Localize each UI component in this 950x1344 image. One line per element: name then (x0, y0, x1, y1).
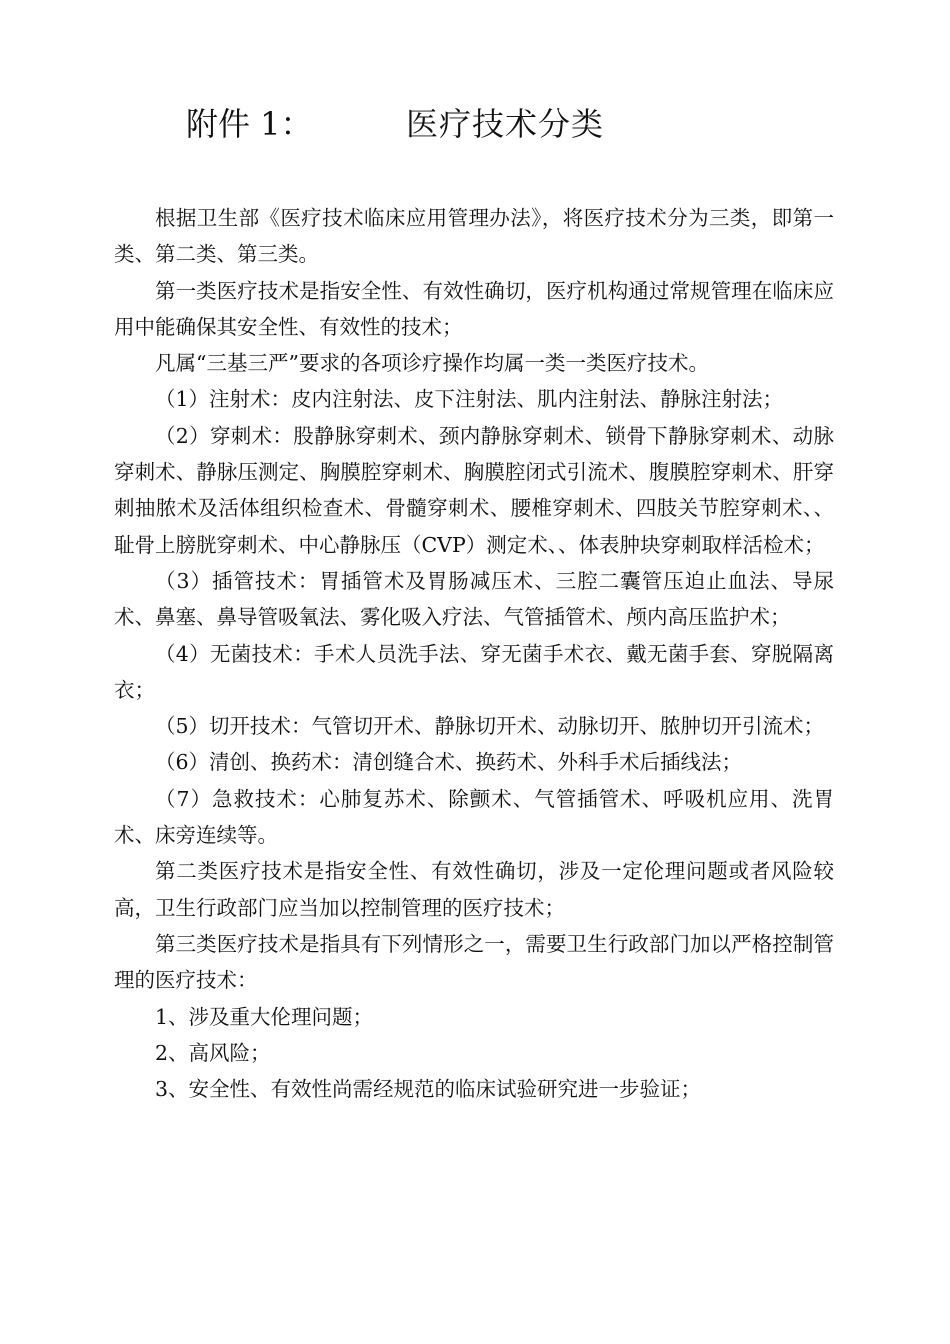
paragraph-class-three-definition: 第三类医疗技术是指具有下列情形之一，需要卫生行政部门加以严格控制管理的医疗技术： (114, 931, 834, 993)
list-item-incision: （5）切开技术：气管切开术、静脉切开术、动脉切开、脓肿切开引流术； (155, 714, 825, 739)
document-body (114, 200, 834, 1107)
list-item-intubation: （3）插管技术：胃插管术及胃肠减压术、三腔二囊管压迫止血法、导尿术、鼻塞、鼻导管吸氧法、雾化吸入疗法、气管插管术、颅内高压监护术； (114, 568, 834, 630)
paragraph-class-one-definition: 第一类医疗技术是指安全性、有效性确切，医疗机构通过常规管理在临床应用中能确保其安全性、有效性的技术； (114, 278, 834, 339)
paragraph-intro: 根据卫生部《医疗技术临床应用管理办法》，将医疗技术分为三类，即第一类、第二类、第三类。 (114, 206, 834, 267)
paragraph-class-one-scope: 凡属“三基三严”要求的各项诊疗操作均属一类一类医疗技术。 (155, 351, 709, 376)
list-item-verification: 3、安全性、有效性尚需经规范的临床试验研究进一步验证； (155, 1077, 702, 1102)
list-item-puncture: （2）穿刺术：股静脉穿刺术、颈内静脉穿刺术、锁骨下静脉穿刺术、动脉穿刺术、静脉压测定、胸膜腔穿刺术、胸膜腔闭式引流术、腹膜腔穿刺术、肝穿刺抽脓术及活体组织检查术、骨髓穿刺术、腰椎穿刺术、四肢关节腔穿刺术、、耻骨上膀胱穿刺术、中心静脉压（CVP）测定术、、体表肿块穿刺取样活检术； (114, 423, 834, 557)
list-item-aseptic: （4）无菌技术：手术人员洗手法、穿无菌手术衣、戴无菌手套、穿脱隔离衣； (114, 641, 834, 702)
list-item-injection: （1）注射术：皮内注射法、皮下注射法、肌内注射法、静脉注射法； (155, 387, 784, 412)
document-title: 医疗技术分类 (406, 105, 605, 143)
list-item-high-risk: 2、高风险； (155, 1040, 271, 1065)
list-item-ethics: 1、涉及重大伦理问题； (155, 1004, 374, 1029)
paragraph-class-two-definition: 第二类医疗技术是指安全性、有效性确切，涉及一定伦理问题或者风险较高，卫生行政部门应当加以控制管理的医疗技术； (114, 859, 834, 920)
document-title-row (186, 100, 886, 148)
attachment-label: 附件 1： (186, 105, 313, 143)
list-item-emergency: （7）急救技术：心肺复苏术、除颤术、气管插管术、呼吸机应用、洗胃术、床旁连续等。 (114, 786, 834, 848)
list-item-debridement: （6）清创、换药术：清创缝合术、换药术、外科手术后插线法； (155, 750, 743, 775)
